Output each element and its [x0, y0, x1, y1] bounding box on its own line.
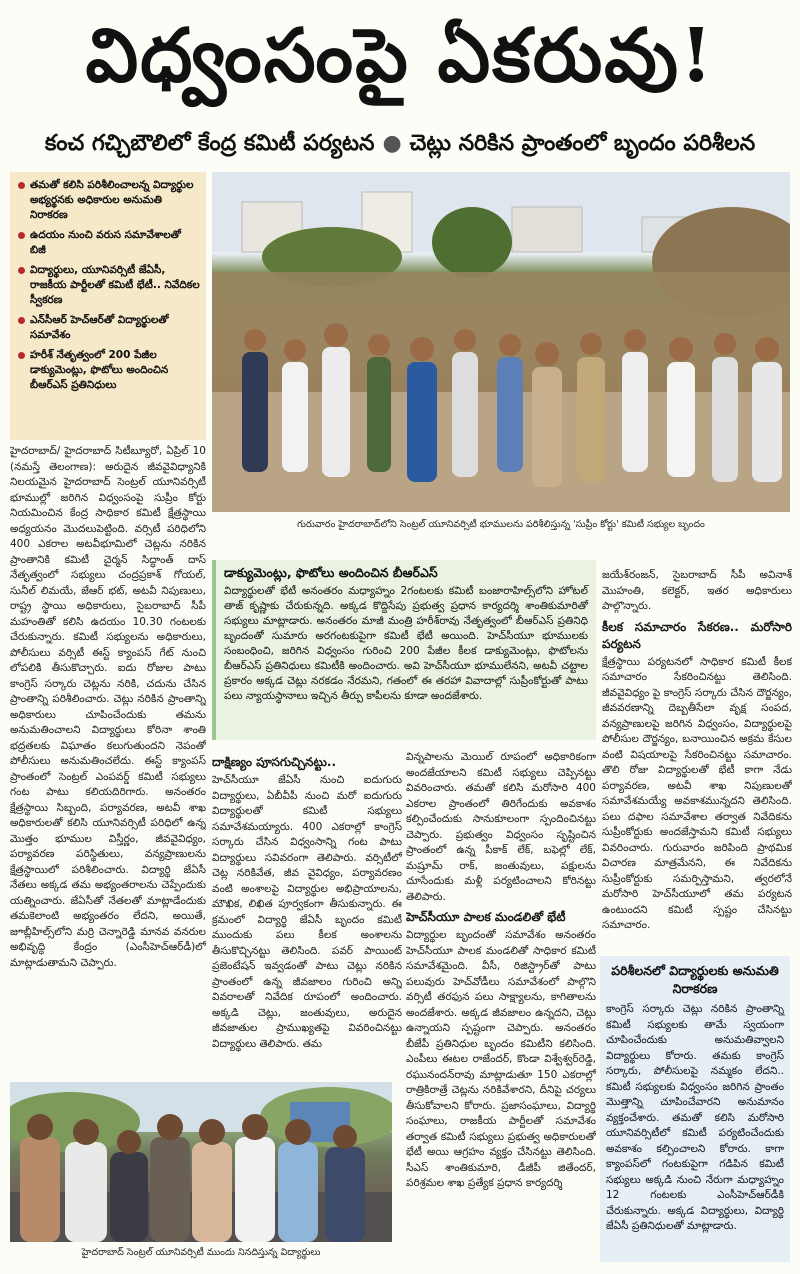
subheadline-right: చెట్లు నరికిన ప్రాంతంలో బృందం పరిశీలన	[409, 131, 756, 156]
column-4-top: జయేశ్‌రంజన్, సైబరాబాద్ సీపీ అవినాశ్ మొహంతి, కలెక్టర్, ఇతర అధికారులు పాల్గొన్నారు.	[602, 569, 792, 612]
photo1-scene	[212, 172, 790, 512]
column-3-text-bottom: విద్యార్థుల బృందంతో సమావేశం అనంతరం హెచ్‌సీయూ పాలక మండలితో సాధికార కమిటీ సమావేశమైంది. వీసీ, రిజిస్ట్రార్‌తో పాటు పలువురు హెచ్‌వోడీలు సమావేశంలో పాల్గొని వర్సిటీ తరఫున పలు సాక్ష్యాలను, కాగితాలను అందజేశారు. అక్కడ జీవజాలం ఉన్నదని, చెట్లు ఉన్నాయని స్పష్టంగా చెప్పారు. అనంతరం బీజేపీ ప్రతినిధుల బృందం కమిటీని కలిసింది. ఎంపీలు ఈటల రాజేందర్, కొండా విశ్వేశ్వర్‌రెడ్డి, రఘునందన్‌రావు మాట్లాడుతూ 150 ఎకరాల్లో రాత్రికిరాత్రే చెట్లను నరికివేశారని, దీనిపై చర్యలు తీసుకోవాలని కోరారు. ప్రజాసంఘాలు, విద్యార్థి సంఘాలు, రాజకీయ పార్టీలతో సమావేశం తర్వాత కమిటీ సభ్యులు ప్రభుత్వ అధికారులతో భేటీ అయి ఆగ్రహం వ్యక్తం చేసినట్టు తెలిసింది. సీఎస్ శాంతికుమారి, డీజీపీ జితేందర్, పరిశ్రమల శాఖ ప్రత్యేక ప్రధాన కార్యదర్శి	[406, 929, 596, 1189]
highlight-item: ఎన్‌సీఆర్ హెచ్‌ఆర్‌తో విద్యార్థులతో సమావేశం	[16, 313, 200, 343]
photo2-scene	[10, 1082, 392, 1242]
brs-documents-text: విద్యార్థులతో భేటీ అనంతరం మధ్యాహ్నం 2గంటలకు కమిటీ బంజారాహిల్స్‌లోని హోటల్ తాజ్ కృష్ణాకు చేరుకున్నది. అక్కడ కొద్దిసేపు ప్రభుత్వ ప్రధాన కార్యదర్శి శాంతికుమారితో సభ్యులు మాట్లాడారు. అనంతరం మాజీ మంత్రి హరీశ్‌రావు నేతృత్వంలో బీఆర్ఎస్ ప్రతినిధి బృందంతో సుమారు అరగంటకుపైగా కమిటీ భేటీ అయింది. హెచ్‌సీయూ భూములకు సంబంధించి, జరిగిన విధ్వంసం గురించి 200 పేజీల కీలక డాక్యుమెంట్లు, ఫొటోలను బీఆర్ఎస్ ప్రతినిధులు కమిటీకి అందించారు. అవి హెచ్‌సీయూ భూములేనని, అటవీ చట్టాల ప్రకారం అక్కడ చెట్లు నరకడం నేరమని, గతంలో ఈ తరహా వివాదాల్లో సుప్రీంకోర్టుతో పాటు పలు న్యాయస్థానాలు ఇచ్చిన తీర్పు కాపీలను కూడా అందజేశారు.	[224, 585, 588, 702]
subheadline-left: కంచ గచ్చిబౌలిలో కేంద్ర కమిటీ పర్యటన	[44, 131, 375, 156]
highlight-item: హరీశ్ నేతృత్వంలో 200 పేజీల డాక్యుమెంట్లు, ఫొటోలు అందించిన బీఆర్ఎస్ ప్రతినిధులు	[16, 348, 200, 393]
students-denied-text: కాంగ్రెస్ సర్కారు చెట్లు నరికిన ప్రాంతాన్ని కమిటీ సభ్యులకు తామే స్వయంగా చూపించేందుకు అనుమతివ్వాలని విద్యార్థులు కోరారు. తమకు కాంగ్రెస్ సర్కారు, పోలీసులపై నమ్మకం లేదని.. కమిటీ సభ్యులకు విధ్వంసం జరిగిన ప్రాంతం మొత్తాన్ని చూపించేవారని అనుమానం వ్యక్తంచేశారు. తమతో కలిసి మరోసారి యూనివర్సిటీలో కమిటీ పర్యటించేందుకు అవకాశం కల్పించాలని కోరారు. కాగా క్యాంపస్‌లో గంటకుపైగా గడిపిన కమిటీ సభ్యులు అక్కడి నుంచి నేరుగా మధ్యాహ్నం 12 గంటలకు ఎంసీహెచ్‌ఆర్‌డీకి చేరుకున్నారు. అక్కడ విద్యార్థులు, విద్యార్థి జేఏసీ ప్రతినిధులతో మాట్లాడారు.	[606, 1003, 784, 1232]
brs-documents-box	[212, 560, 596, 740]
highlights-box	[10, 172, 206, 440]
article-column-2	[212, 750, 402, 1080]
photo1-caption: గురువారం హైదరాబాద్‌లోని సెంట్రల్ యూనివర్సిటీ భూములను పరిశీలిస్తున్న 'సుప్రీం కోర్టు' కమిటీ సభ్యుల బృందం	[297, 519, 705, 530]
brs-documents-title: డాక్యుమెంట్లు, ఫొటోలు అందించిన బీఆర్ఎస్	[224, 565, 438, 580]
bullet-dot-icon: ●	[382, 131, 402, 156]
column-2-heading: దాక్షిణ్యం పూసగుచ్చినట్టు..	[212, 755, 337, 769]
column-2-text: హెచ్‌సీయూ జేఏసీ నుంచి ఐదుగురు విద్యార్థులు, ఏబీవీపీ నుంచి మరో ఐదుగురు విద్యార్థులతో కమిటీ సభ్యులు సమావేశమయ్యారు. 400 ఎకరాల్లో కాంగ్రెస్ సర్కారు చేసిన విధ్వంసాన్ని గంట పాటు విద్యార్థులు సవివరంగా తెలిపారు. వర్సిటీలో చెట్ల నరికివేత, జీవ వైవిధ్యం, పర్యావరణం వంటి అంశాలపై విద్యార్థుల అభిప్రాయాలను, మౌఖిక, లిఖిత పూర్వకంగా తీసుకున్నారు. ఈ క్రమంలో విద్యార్థి జేఏసీ బృందం కమిటీ ముందుకు పలు కీలక అంశాలను తీసుకొచ్చినట్టు తెలిసింది. పవర్ పాయింట్ ప్రజెంటేషన్ ఇవ్వడంతో పాటు చెట్లు నరికిన ప్రాంతంలో ఉన్న జీవజాలం గురించి అన్ని వివరాలతో నివేదిక రూపంలో అందించారు. అక్కడి చెట్లు, జంతువులు, అరుదైన జీవజాతుల ప్రాముఖ్యతపై వివరించినట్టు విద్యార్థులు తెలిపారు. తమ	[212, 774, 402, 1050]
headline: విధ్వంసంపై ఏకరువు!	[85, 13, 715, 99]
column-4-text: క్షేత్రస్థాయి పర్యటనలో సాధికార కమిటీ కీలక సమాచారం సేకరించినట్టు తెలిసింది. జీవవైవిధ్యం పై కాంగ్రెస్ సర్కారు చేసిన దౌర్జన్యం, జీవవరణాన్ని దెబ్బతీసేలా వృక్ష సంపద, వన్యప్రాణులపై జరిగిన విధ్వంసం, విద్యార్థులపై పోలీసుల దౌర్జన్యం, బనాయించిన అక్రమ కేసుల వంటి విషయాలపై సేకరించినట్టు సమాచారం. తొలి రోజు విద్యార్థులతో భేటీ కాగా నేడు పర్యావరణ, అటవీ శాఖ నిపుణులతో సమావేశమయ్యే అవకాశమున్నదని తెలిసింది. పలు దఫాల సమావేశాల తర్వాత నివేదికను సుప్రీంకోర్టుకు అందజేస్తామని కమిటీ సభ్యులు వివరించారు. గురువారం జరిపింది ప్రాథమిక విచారణ మాత్రమేనని, ఈ నివేదికను సుప్రీంకోర్టుకు సమర్పిస్తామని, త్వరలోనే మరోసారి హెచ్‌సీయూలో తమ పర్యటన ఉంటుందని కమిటీ స్పష్టం చేసినట్టు సమాచారం.	[602, 655, 792, 931]
photo2-caption: హైదరాబాద్ సెంట్రల్ యూనివర్సిటీ ముందు నినదిస్తున్న విద్యార్థులు	[81, 1247, 321, 1258]
subheadline	[0, 118, 800, 170]
highlight-item: ఉదయం నుంచి వరుస సమావేశాలతో బిజీ	[16, 228, 200, 258]
article-column-4	[602, 568, 792, 948]
students-denied-box	[600, 956, 790, 1262]
column-4-heading: కీలక సమాచారం సేకరణ.. మరోసారి పర్యటన	[602, 619, 792, 651]
column-3-heading: హెచ్‌సీయూ పాలక మండలితో భేటీ	[406, 910, 566, 924]
highlight-item: విద్యార్థులు, యూనివర్సిటీ జేఏసీ, రాజకీయ పార్టీలతో కమిటీ భేటీ.. నివేదికల స్వీకరణ	[16, 263, 200, 308]
article-column-1: హైదరాబాద్/ హైదరాబాద్ సిటీబ్యూరో, ఏప్రిల్ 10 (నమస్తే తెలంగాణ): అరుదైన జీవవైవిధ్యానికి నిలయమైన హైదరాబాద్ సెంట్రల్ యూనివర్సిటీ భూముల్లో జరిగిన విధ్వంసంపై సుప్రీం కోర్టు నియమించిన కేంద్ర సాధికార కమిటీ క్షేత్రస్థాయి అధ్యయనం మొదలుపెట్టింది. వర్సిటీ పరిధిలోని 400 ఎకరాల అటవీభూమిలో చెట్లను నరికిన ప్రాంతానికి కమిటీ చైర్మన్ సిద్ధాంత్ దాస్ నేతృత్వంలో సభ్యులు చంద్రప్రకాశ్ గోయల్, సునీల్ లిమయే, జేఆర్ భట్, అటవీ నిపుణులు, రాష్ట్ర స్థాయి అధికారులు, సైబరాబాద్ సీపీ మహంతితో కలిసి ఉదయం 10.30 గంటలకు చేరుకున్నారు. కమిటీ సభ్యులను అధికారులు, పోలీసులు వర్సిటీ ఈస్ట్ క్యాంపస్ గేట్ నుంచి లోపలికి తీసుకొచ్చారు. ఐదు రోజుల పాటు కాంగ్రెస్ సర్కారు చెట్లను నరికి, చదును చేసిన ప్రాంతాన్ని పరిశీలించారు. చెట్లు నరికిన ప్రాంతాన్ని అధికారులు చూపించేందుకు తమను అనుమతించాలని విద్యార్థులు కోరినా శాంతి భద్రతలకు విఘాతం కలుగుతుందని నెపంతో పోలీసులు అనుమతించలేదు. ఈస్ట్ క్యాంపస్ ప్రాంతంలో సెంట్రల్ ఎంపవర్డ్ కమిటీ సభ్యులు గంట పాటు కలియదిరిగారు. అనంతరం క్షేత్రస్థాయి సిబ్బంది, పర్యావరణ, అటవీ శాఖ అధికారులతో కలిసి యూనివర్సిటీ పరిధిలో ఉన్న మొత్తం భూముల విస్తీర్ణం, జీవవైవిధ్యం, పర్యావరణ పరిస్థితులు, వన్యప్రాణులను క్షేత్రస్థాయిలో పరిశీలించారు. విద్యార్థి జేఏసీ నేతలు అక్కడ తమ అభ్యంతరాలను చెప్పేందుకు యత్నించారు. జేఏసీతో నేతలతో మాట్లాడేందుకు తమకెలాంటి అభ్యంతరం లేదని, అయితే, జూబ్లీహిల్స్‌లోని మర్రి చెన్నారెడ్డి మానవ వనరుల అభివృద్ధి కేంద్రం (ఎంసీహెచ్‌ఆర్‌డీ)లో మాట్లాడుతామని చెప్పారు.	[10, 445, 206, 969]
students-protest-photo	[10, 1082, 392, 1242]
students-denied-title: పరిశీలనలో విద్యార్థులకు అనుమతి నిరాకరణ	[611, 963, 779, 996]
highlight-item: తమతో కలిసి పరిశీలించాలన్న విద్యార్థుల అభ్యర్థనకు అధికారుల అనుమతి నిరాకరణ	[16, 178, 200, 223]
article-column-3	[406, 750, 596, 1270]
column-3-text-top: విన్నపాలను మెయిల్ రూపంలో అధికారికంగా అందజేయాలని కమిటీ సభ్యులు చెప్పినట్టు వివరించారు. తమతో కలిసి మరోసారి 400 ఎకరాల ప్రాంతంలో తిరిగేందుకు అవకాశం కల్పించేందుకు సానుకూలంగా స్పందించినట్టు చెప్పారు. ప్రభుత్వం విధ్వంసం సృష్టించిన ప్రాంతంలో ఉన్న పీకాక్ లేక్, బఫెల్లో లేక్, మష్రూమ్ రాక్, జంతువులు, పక్షులను చూసేందుకు మళ్లీ పర్యటించాలని కోరినట్టు తెలిపారు.	[406, 751, 596, 903]
committee-inspection-photo	[212, 172, 790, 512]
